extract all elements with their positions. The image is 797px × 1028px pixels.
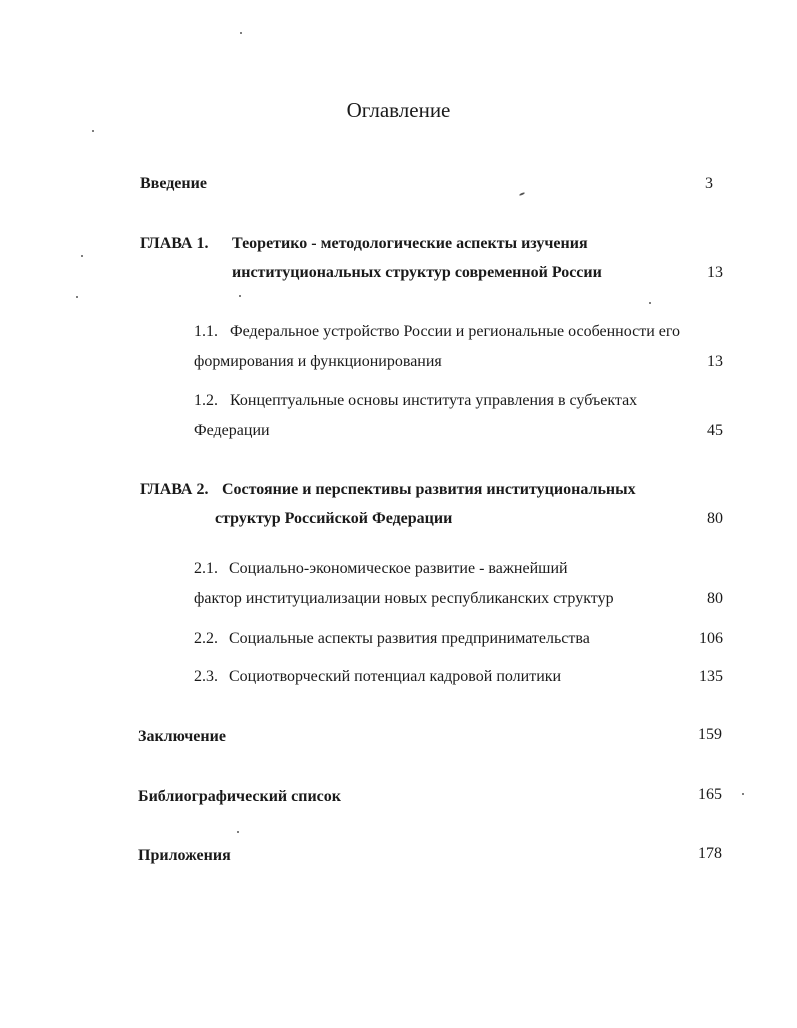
toc-conclusion-label: Заключение	[138, 728, 226, 745]
chapter2-number: ГЛАВА 2.	[140, 481, 209, 498]
scan-speck	[81, 255, 83, 257]
section-2-1-page: 80	[707, 590, 723, 607]
toc-appendix-label: Приложения	[138, 847, 231, 864]
chapter1-title-line1: Теоретико - методологические аспекты изучения	[232, 235, 588, 252]
toc-bibliography-page: 165	[698, 786, 722, 803]
chapter1-number: ГЛАВА 1.	[140, 235, 209, 252]
section-2-3-page: 135	[699, 668, 723, 685]
chapter2-title-line1: Состояние и перспективы развития институциональных	[222, 481, 636, 498]
section-1-1-title-line2: формирования и функционирования	[194, 353, 442, 370]
page-title: Оглавление	[346, 98, 451, 122]
toc-conclusion-page: 159	[698, 726, 722, 743]
section-2-3-title: Социотворческий потенциал кадровой политики	[229, 668, 562, 685]
scan-speck	[742, 793, 744, 795]
toc-intro-page: 3	[705, 175, 713, 192]
section-2-1-title-line2: фактор институциализации новых республиканских структур	[194, 590, 614, 607]
chapter2-page: 80	[707, 510, 723, 527]
chapter2-title-line2: структур Российской Федерации	[215, 510, 453, 527]
section-2-2-title: Социальные аспекты развития предпринимательства	[229, 630, 590, 647]
scan-speck	[76, 296, 78, 298]
scan-speck	[237, 831, 239, 833]
section-1-1-title-line1: Федеральное устройство России и региональные особенности его	[230, 323, 681, 340]
section-1-2-title-line1: Концептуальные основы института управления в субъектах	[230, 392, 638, 409]
scan-speck	[649, 302, 651, 304]
section-2-2-page: 106	[699, 630, 723, 647]
section-2-2-number: 2.2.	[194, 630, 218, 647]
scan-speck	[519, 192, 525, 196]
toc-appendix-page: 178	[698, 845, 722, 862]
section-1-2-title-line2: Федерации	[194, 422, 270, 439]
section-1-1-number: 1.1.	[194, 323, 218, 340]
toc-intro-label: Введение	[140, 175, 207, 192]
section-2-3-number: 2.3.	[194, 668, 218, 685]
section-1-2-number: 1.2.	[194, 392, 218, 409]
scan-speck	[240, 32, 242, 34]
section-1-1-page: 13	[707, 353, 723, 370]
scan-speck	[239, 295, 241, 297]
toc-bibliography-label: Библиографический список	[138, 788, 341, 805]
section-1-2-page: 45	[707, 422, 723, 439]
scan-speck	[92, 130, 94, 132]
section-2-1-title-line1: Социально-экономическое развитие - важнейший	[229, 560, 568, 577]
section-2-1-number: 2.1.	[194, 560, 218, 577]
chapter1-page: 13	[707, 264, 723, 281]
chapter1-title-line2: институциональных структур современной России	[232, 264, 602, 281]
